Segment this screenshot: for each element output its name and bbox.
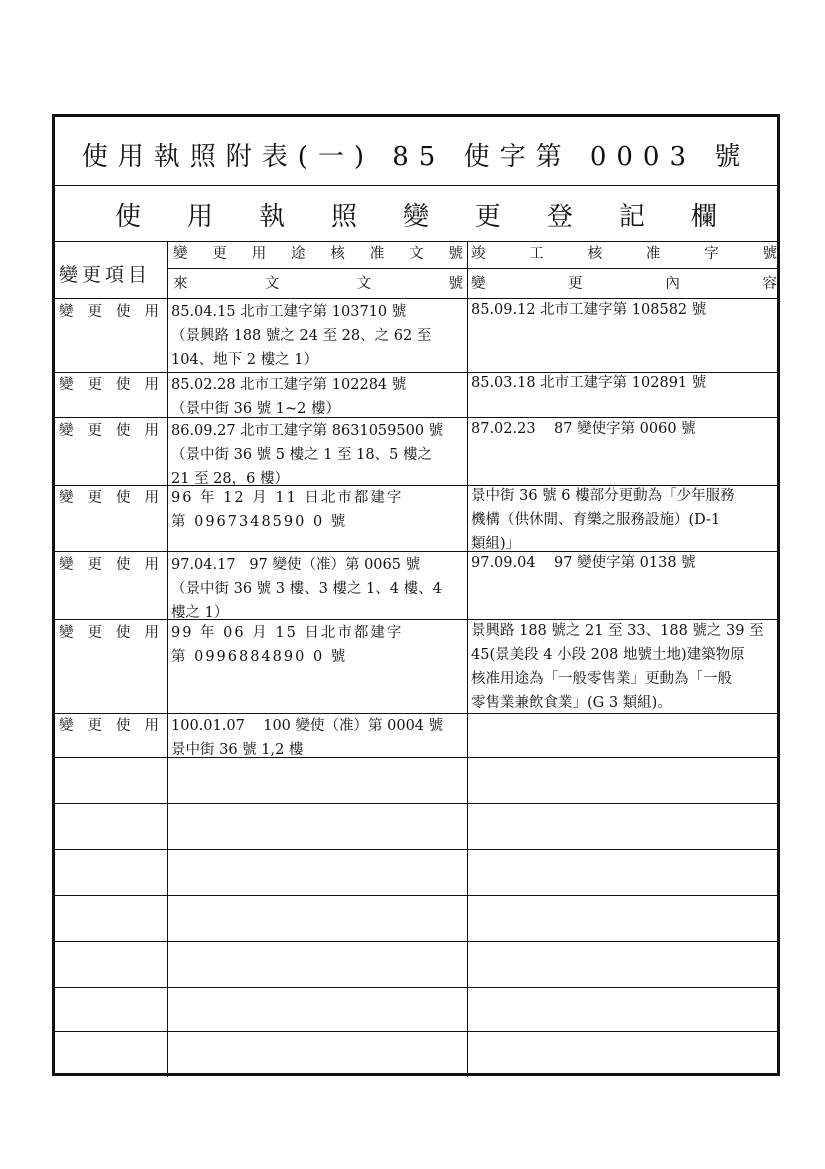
header-item-label: 變更項目	[59, 264, 152, 286]
section-title-char: 用	[186, 202, 213, 232]
section-title-char: 欄	[690, 202, 717, 232]
section-title-char: 照	[330, 202, 357, 232]
divider	[55, 185, 777, 186]
section-title-char: 執	[258, 202, 285, 232]
row-divider	[55, 803, 777, 804]
row-approval-text: 85.04.15 北市工建字第 103710 號 （景興路 188 號之 24 至 28、之 62 至 104、地下 2 樓之 1）	[171, 304, 432, 368]
document-frame	[52, 114, 780, 1076]
section-title-char: 記	[618, 202, 645, 232]
row-change-text: 97.09.04 97 變使字第 0138 號	[471, 555, 696, 571]
item-label: 變 更 使 用	[59, 625, 159, 641]
row-divider	[55, 987, 777, 988]
row-divider	[55, 895, 777, 896]
divider	[167, 268, 777, 269]
section-title-char: 更	[474, 202, 501, 232]
section-title-char: 使	[115, 202, 142, 232]
row-change-text: 85.03.18 北市工建字第 102891 號	[471, 375, 707, 391]
section-title-char: 變	[402, 202, 429, 232]
header-col1-bottom: 來 文 文 號	[173, 276, 463, 292]
row-divider	[55, 1031, 777, 1032]
item-label: 變 更 使 用	[59, 557, 159, 573]
row-approval-text: 100.01.07 100 變使（准）第 0004 號 景中街 36 號 1,2 樓	[171, 718, 444, 758]
item-label: 變 更 使 用	[59, 423, 159, 439]
row-change-text: 85.09.12 北市工建字第 108582 號	[471, 302, 707, 318]
item-label: 變 更 使 用	[59, 377, 159, 393]
column-divider	[167, 241, 168, 1077]
row-change-text: 景興路 188 號之 21 至 33、188 號之 39 至 45(景美段 4 小段 208 地號土地)建築物原 核准用途為「一般零售業」更動為「一般 零售業兼飲食業」(G 3 類組)。	[471, 623, 764, 711]
row-approval-text: 97.04.17 97 變使（准）第 0065 號 （景中街 36 號 3 樓、3 樓之 1、4 樓、4 樓之 1）	[171, 557, 442, 621]
row-approval-text: 99 年 06 月 15 日北市都建字 第 0996884890 0 號	[171, 625, 404, 665]
column-divider	[467, 241, 468, 1077]
row-approval-text: 96 年 12 月 11 日北市都建字 第 0967348590 0 號	[171, 490, 404, 530]
row-change-text: 87.02.23 87 變使字第 0060 號	[471, 421, 696, 437]
divider	[55, 241, 777, 242]
row-approval-text: 86.09.27 北市工建字第 8631059500 號 （景中街 36 號 5 樓之 1 至 18、5 樓之 21 至 28，6 樓）	[171, 423, 444, 487]
document-title: 使用執照附表(一) 85 使字第 0003 號	[81, 141, 751, 172]
row-divider	[55, 941, 777, 942]
section-title	[55, 187, 777, 242]
item-label: 變 更 使 用	[59, 490, 159, 506]
header-col2-bottom: 變 更 內 容	[471, 276, 777, 292]
row-divider	[55, 757, 777, 758]
header-col1-top: 變 更 用 途 核 准 文 號	[173, 246, 463, 262]
item-label: 變 更 使 用	[59, 304, 159, 320]
item-label: 變 更 使 用	[59, 718, 159, 734]
section-title-char: 登	[546, 202, 573, 232]
row-approval-text: 85.02.28 北市工建字第 102284 號 （景中街 36 號 1~2 樓）	[171, 377, 407, 417]
header-col2-top: 竣 工 核 准 字 號	[471, 246, 777, 262]
row-change-text: 景中街 36 號 6 樓部分更動為「少年服務 機構（供休閒、育樂之服務設施）(D-1 類組)」	[471, 488, 735, 552]
row-divider	[55, 849, 777, 850]
